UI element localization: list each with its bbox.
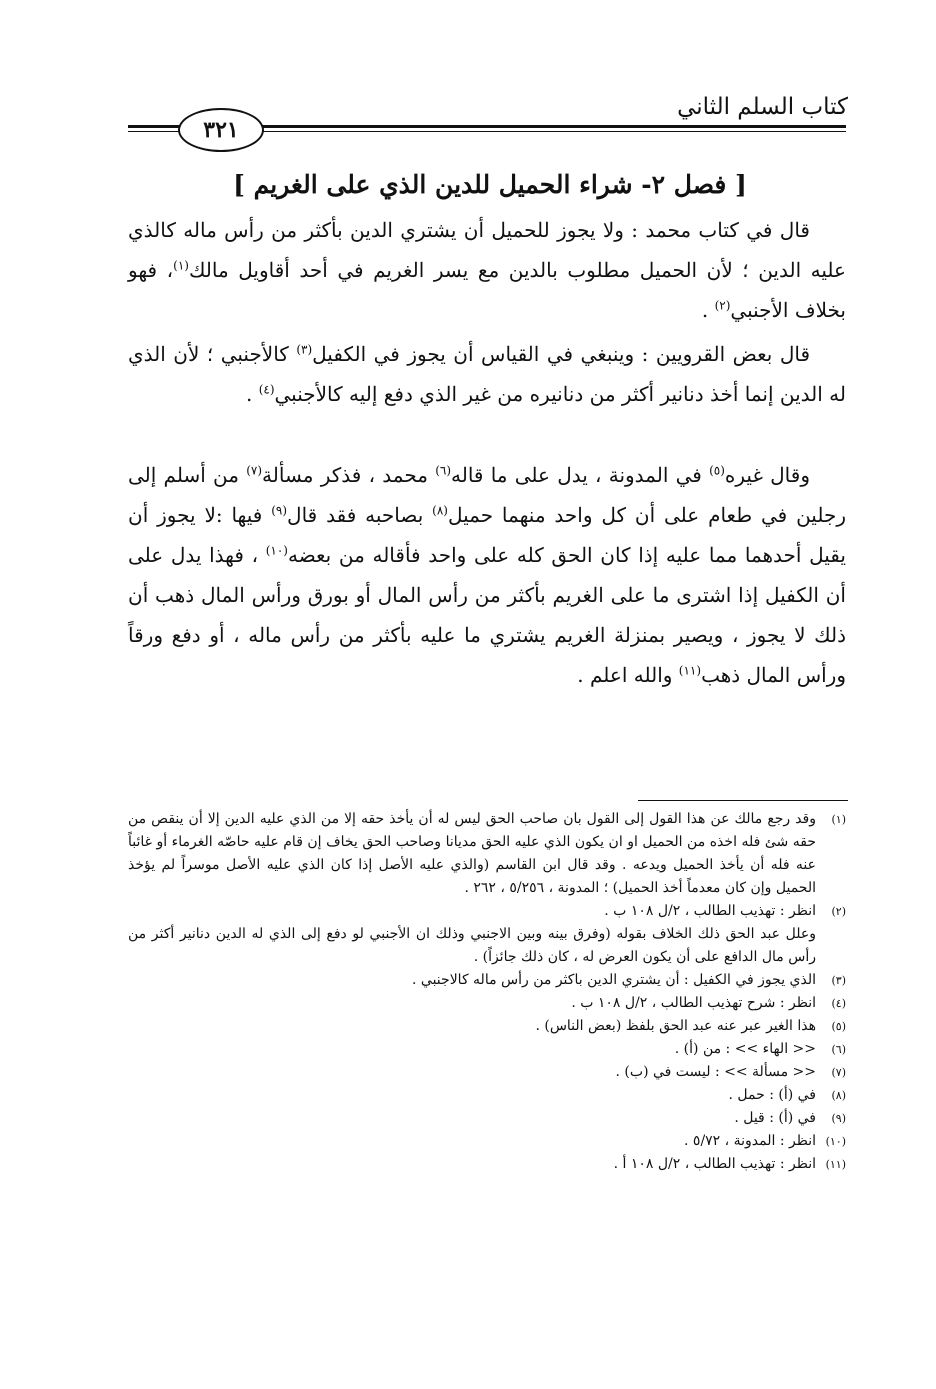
running-title: كتاب السلم الثاني — [677, 94, 848, 120]
footnote-ref: (١) — [173, 258, 189, 273]
footnote-ref: (٢) — [714, 298, 731, 313]
paragraph-text: كالأجنبي ؛ لأن الذي له الدين إنما أخذ دنانير أكثر من دنانيره من غير الذي دفع إليه كالأجنبي — [128, 342, 846, 406]
footnote-ref: (٥) — [709, 463, 725, 478]
paragraph-3 — [128, 455, 846, 695]
footnote-separator — [638, 800, 848, 801]
footnote — [128, 900, 846, 923]
footnote-text: انظر : المدونة ، ٥/٧٢ . — [684, 1133, 816, 1149]
footnote-ref: (٤) — [258, 382, 275, 397]
footnote — [128, 969, 846, 992]
footnote — [128, 1038, 846, 1061]
paragraph-1 — [128, 210, 846, 330]
page-number: ٣٢١ — [178, 108, 264, 152]
footnote-number: (٥) — [831, 1020, 846, 1033]
footnote-ref: (٣) — [296, 342, 313, 357]
footnote — [128, 1153, 846, 1176]
paragraph-text: وقال غيره — [724, 463, 810, 487]
paragraph-2 — [128, 334, 846, 414]
footnote-ref: (٦) — [435, 463, 452, 478]
footnote-text: هذا الغير عبر عنه عبد الحق بلفظ (بعض الناس) . — [535, 1018, 816, 1034]
footnote-text: << الهاء >> : من (أ) . — [674, 1041, 816, 1057]
footnote-text: الذي يجوز في الكفيل : أن يشتري الدين باكثر من رأس ماله كالاجنبي . — [412, 972, 816, 988]
paragraph-text: فيها :لا يجوز أن يقيل أحدهما مما عليه إذا كان الحق كله على واحد فأقاله من بعضه — [128, 503, 846, 567]
footnote-text: انظر : شرح تهذيب الطالب ، ٢/ل ١٠٨ ب . — [571, 995, 816, 1011]
footnote-text: وقد رجع مالك عن هذا القول إلى القول بان صاحب الحق ليس له أن يأخذ حقه إلا من الذي عليه الدين إلا أن ينقص من حقه شئ فله اخذه من الحميل او ان يكون الذي عليه الحق مديانا وصاحب الحق يخاف إن قام عليه حاصّه الغرماء أو غائباً عنه فله أن يأخذ الحميل ويدعه . وقد قال ابن القاسم (والذي عليه الأصل إذا كان الذي عليه الأصل موسراً لم يؤخذ الحميل وإن كان معدماً أخذ الحميل) ؛ المدونة ، ٥/٢٥٦ ، ٢٦٢ . — [128, 811, 816, 896]
footnote — [128, 1084, 846, 1107]
footnote-number: (٨) — [831, 1089, 846, 1102]
paragraph-text: ، فهذا يدل على أن الكفيل إذا اشترى ما على الغريم بأكثر من رأس المال أو بورق ورأس المال ذهب أن ذلك لا يجوز ، ويصير بمنزلة الغريم يشتري ما عليه بأكثر من رأس ماله ، أو دفع ورقاً ورأس المال ذهب — [128, 543, 846, 687]
paragraph-text: بصاحبه فقد قال — [287, 503, 433, 527]
paragraph-text: . — [701, 298, 715, 322]
footnote-ref: (٧) — [246, 463, 263, 478]
footnote-number: (١٠) — [825, 1135, 846, 1148]
footnote-text: انظر : تهذيب الطالب ، ٢/ل ١٠٨ أ . — [613, 1156, 816, 1172]
footnote-number: (٣) — [831, 974, 846, 987]
footnote-text: في (أ) : حمل . — [728, 1087, 816, 1103]
footnotes — [128, 808, 846, 1176]
footnote-ref: (٩) — [271, 503, 288, 518]
footnote-ref: (٨) — [432, 503, 448, 518]
paragraph-text: والله اعلم . — [577, 663, 679, 687]
footnote-number: (٤) — [831, 997, 846, 1010]
footnote — [128, 808, 846, 900]
paragraph-text: . — [245, 382, 259, 406]
footnote-number: (٢) — [831, 905, 846, 918]
footnote — [128, 992, 846, 1015]
footnote-number: (٩) — [831, 1112, 846, 1125]
footnote — [128, 1107, 846, 1130]
footnote-ref: (١١) — [678, 663, 702, 678]
footnote-number: (١١) — [825, 1158, 846, 1171]
footnote-continuation: وعلل عبد الحق ذلك الخلاف بقوله (وفرق بينه وبين الاجنبي وذلك ان الأجنبي لو دفع إلى الذي له الدين دنانير أكثر من رأس مال الدافع على أن يكون العرض له ، كان ذلك جائزاً) . — [128, 926, 817, 965]
footnote-text: في (أ) : قيل . — [734, 1110, 816, 1126]
footnote — [128, 1061, 846, 1084]
footnote-ref: (١٠) — [265, 543, 288, 558]
footnote-number: (١) — [831, 813, 846, 826]
paragraph-text: ، فهو بخلاف الأجنبي — [128, 258, 846, 322]
footnote-number: (٧) — [831, 1066, 846, 1079]
paragraph-text: في المدونة ، يدل على ما قاله — [451, 463, 710, 487]
footnote-number: (٦) — [831, 1043, 846, 1056]
footnote — [128, 1015, 846, 1038]
paragraph-text: قال بعض القرويين : وينبغي في القياس أن يجوز في الكفيل — [312, 342, 811, 366]
footnote-text: انظر : تهذيب الطالب ، ٢/ل ١٠٨ ب . — [604, 903, 816, 919]
paragraph-text: من أسلم إلى رجلين في طعام على أن كل واحد منهما حميل — [128, 463, 846, 527]
footnote-text: << مسألة >> : ليست في (ب) . — [615, 1064, 816, 1080]
paragraph-text: قال في كتاب محمد : ولا يجوز للحميل أن يشتري الدين بأكثر من رأس ماله كالذي عليه الدين ؛ لأن الحميل مطلوب بالدين مع يسر الغريم في أحد أقاويل مالك — [128, 218, 846, 282]
footnote — [128, 1130, 846, 1153]
paragraph-text: محمد ، فذكر مسألة — [262, 463, 436, 487]
section-heading: [ فصل ٢- شراء الحميل للدين الذي على الغريم ] — [233, 170, 747, 199]
